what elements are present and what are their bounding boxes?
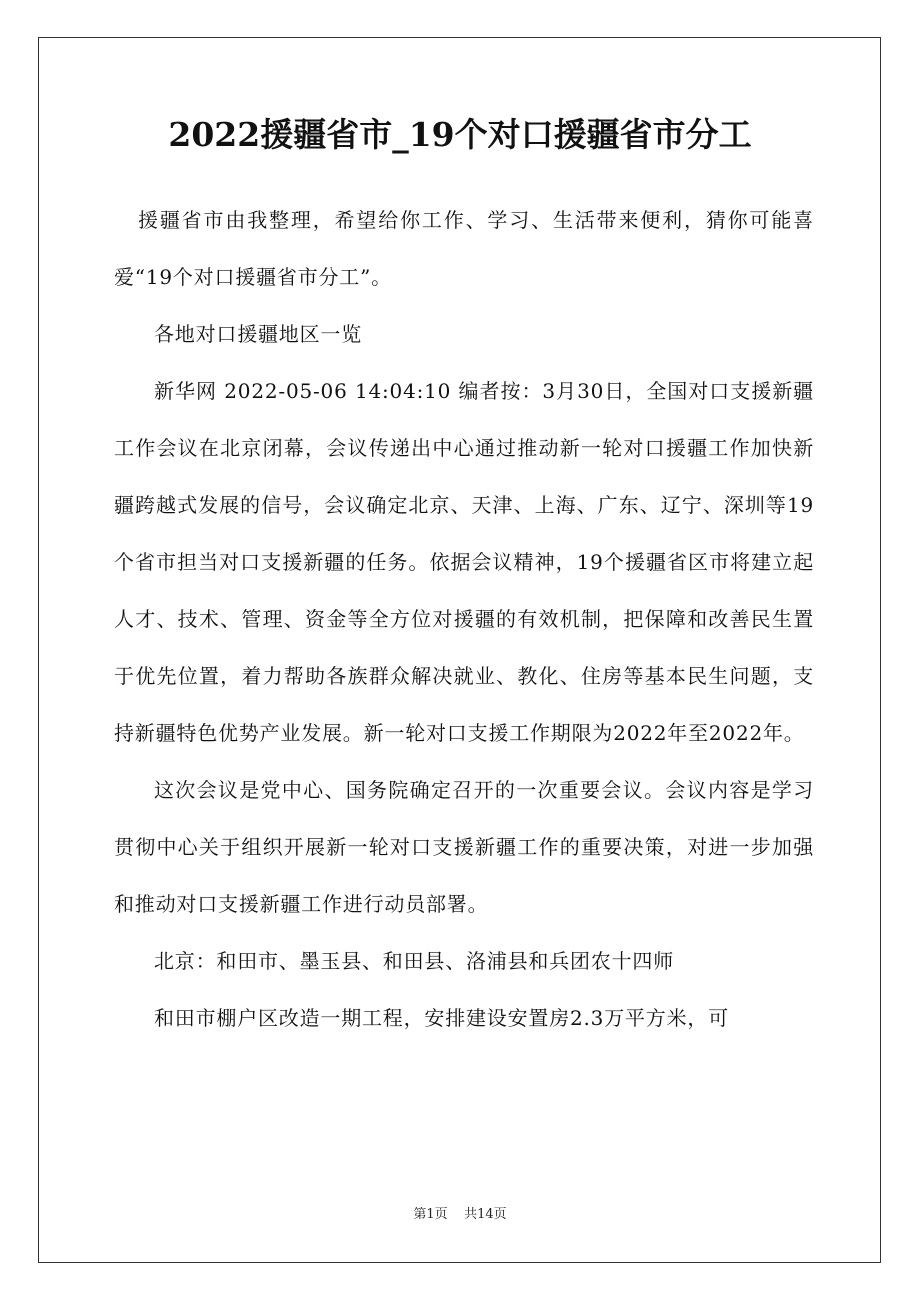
page-number: 第1页 <box>413 1207 448 1222</box>
paragraph-intro: 援疆省市由我整理，希望给你工作、学习、生活带来便利，猜你可能喜爱“19个对口援疆省市分工”。 <box>114 208 814 289</box>
paragraph-hotan: 和田市棚户区改造一期工程，安排建设安置房2.3万平方米，可 <box>154 1006 730 1030</box>
page-total: 共14页 <box>464 1207 507 1222</box>
document-title: 2022援疆省市_19个对口援疆省市分工 <box>168 115 752 154</box>
paragraph-beijing: 北京：和田市、墨玉县、和田县、洛浦县和兵团农十四师 <box>154 949 674 973</box>
paragraph-heading: 各地对口援疆地区一览 <box>154 322 362 346</box>
document-body <box>114 192 814 1047</box>
paragraph-meeting: 这次会议是党中心、国务院确定召开的一次重要会议。会议内容是学习贯彻中心关于组织开展新一轮对口支援新疆工作的重要决策，对进一步加强和推动对口支援新疆工作进行动员部署。 <box>114 778 814 916</box>
page-footer <box>0 1206 920 1224</box>
paragraph-news: 新华网 2022-05-06 14:04:10 编者按：3月30日，全国对口支援新疆工作会议在北京闭幕，会议传递出中心通过推动新一轮对口援疆工作加快新疆跨越式发展的信号，会议确定北京、天津、上海、广东、辽宁、深圳等19个省市担当对口支援新疆的任务。依据会议精神，19个援疆省区市将建立起人才、技术、管理、资金等全方位对援疆的有效机制，把保障和改善民生置于优先位置，着力帮助各族群众解决就业、教化、住房等基本民生问题，支持新疆特色优势产业发展。新一轮对口支援工作期限为2022年至2022年。 <box>114 379 814 745</box>
